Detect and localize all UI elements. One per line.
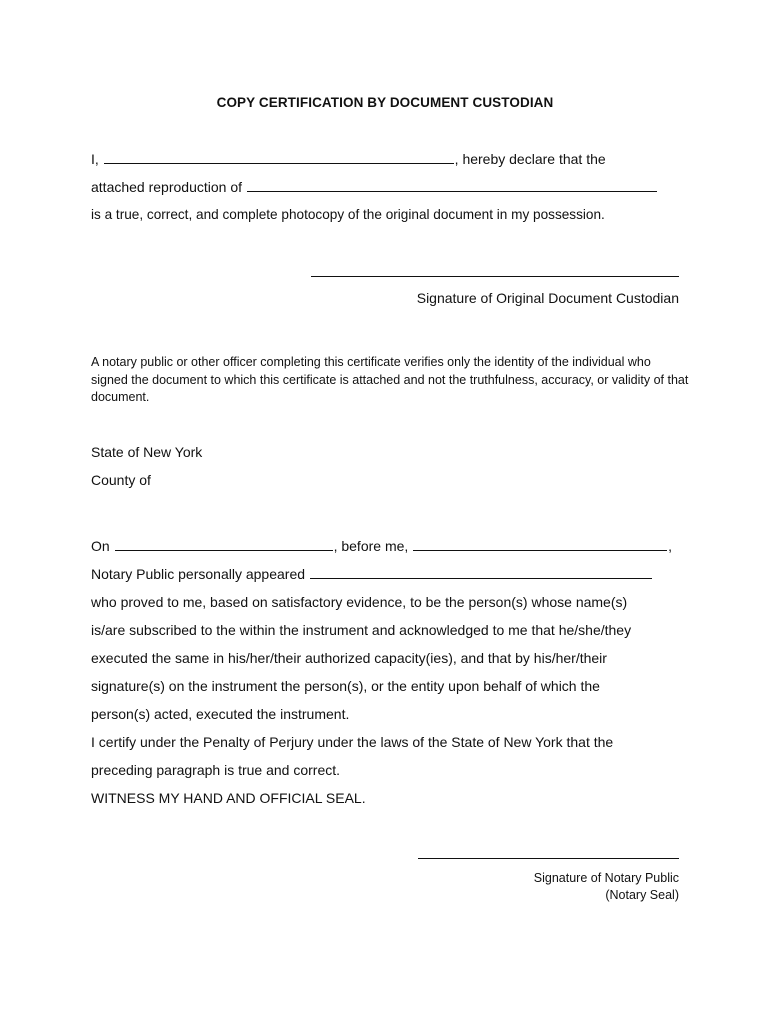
notary-seal-label: (Notary Seal) [605,888,679,902]
acknowledgment-text-2: is/are subscribed to the within the instrument and acknowledged to me that he/she/they [91,622,632,638]
venue-state: State of New York [91,444,203,460]
notary-signature-label: Signature of Notary Public [533,871,679,885]
venue-county: County of [91,472,151,488]
declaration-i-label: I, [91,151,99,167]
date-blank[interactable] [115,538,333,551]
perjury-statement-1: I certify under the Penalty of Perjury under the laws of the State of New York that the [91,734,614,750]
acknowledgment-text-1: who proved to me, based on satisfactory evidence, to be the person(s) whose name(s) [91,594,628,610]
before-me-label: , before me, [333,538,409,554]
acknowledgment-date-line [91,537,672,555]
acknowledgment-text-4: signature(s) on the instrument the person(s), or the entity upon behalf of which the [91,678,600,694]
document-title: COPY CERTIFICATION BY DOCUMENT CUSTODIAN [216,95,554,110]
attached-reproduction-label: attached reproduction of [91,179,242,195]
declaration-line-2 [91,178,658,196]
custodian-signature-label: Signature of Original Document Custodian [416,290,679,306]
personally-appeared-label: Notary Public personally appeared [91,566,306,582]
on-label: On [91,538,110,554]
declaration-line-1-suffix: , hereby declare that the [454,151,606,167]
witness-statement: WITNESS MY HAND AND OFFICIAL SEAL. [91,790,366,806]
signer-name-blank[interactable] [310,566,652,579]
custodian-signature-line[interactable] [311,276,679,277]
comma-label: , [668,538,673,554]
notary-name-blank[interactable] [413,538,667,551]
declaration-line-3: is a true, correct, and complete photocopy of the original document in my possession. [91,207,605,222]
notary-signature-line[interactable] [418,858,679,859]
custodian-name-blank[interactable] [104,151,454,164]
acknowledgment-text-5: person(s) acted, executed the instrument. [91,706,350,722]
notary-disclaimer: A notary public or other officer completing this certificate verifies only the identity of the individual who signed the document to which this certificate is attached and not the truthfulness, accuracy, or validity of that document. [91,355,689,404]
declaration-line-1 [91,150,606,168]
document-description-blank[interactable] [247,179,657,192]
acknowledgment-appeared-line [91,565,653,583]
acknowledgment-text-3: executed the same in his/her/their authorized capacity(ies), and that by his/her/their [91,650,607,666]
perjury-statement-2: preceding paragraph is true and correct. [91,762,341,778]
